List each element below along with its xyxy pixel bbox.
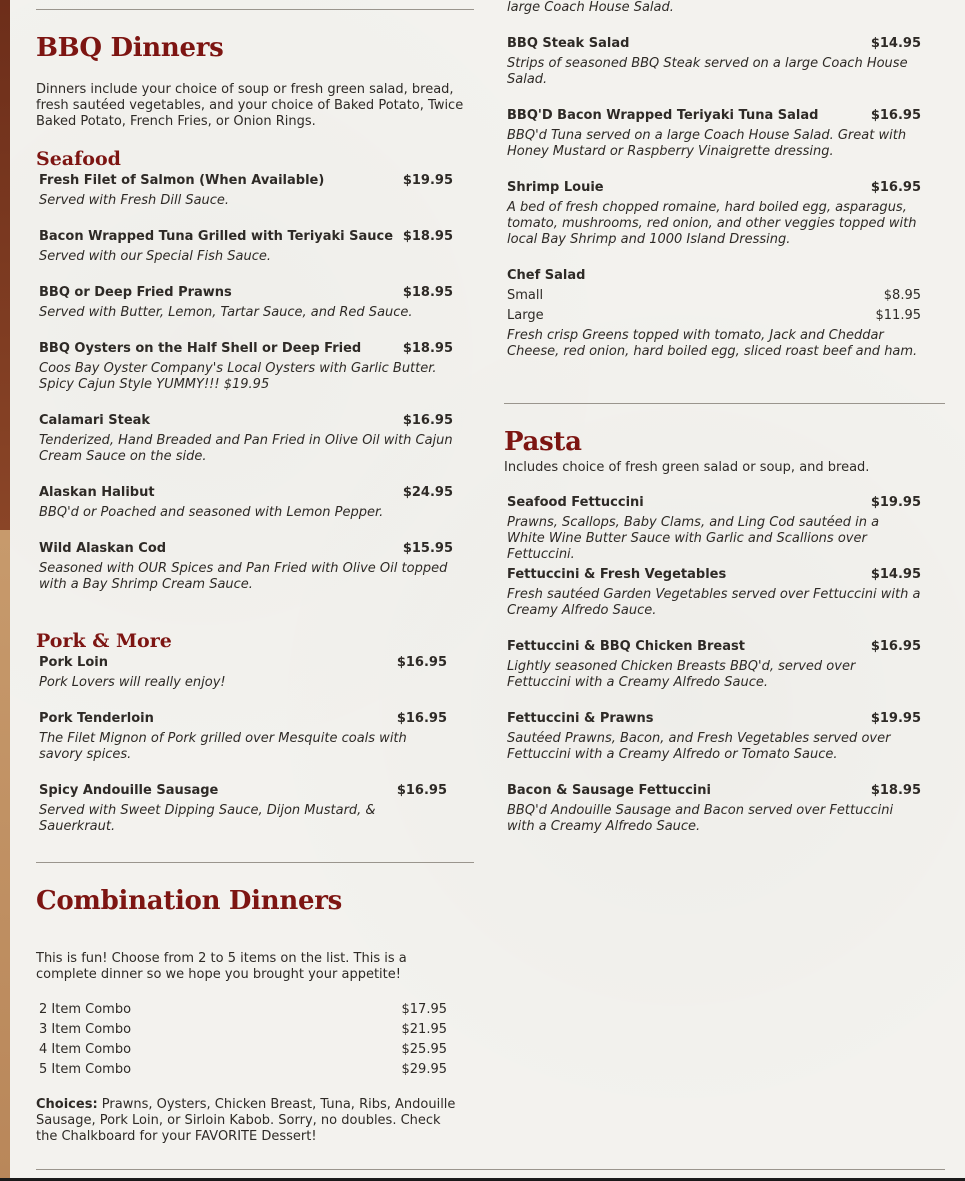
menu-item <box>507 180 921 248</box>
combo-price: $25.95 <box>401 1042 447 1057</box>
combo-choices <box>36 1097 460 1145</box>
item-desc: A bed of fresh chopped romaine, hard boiled egg, asparagus, tomato, mushrooms, red onion, and other veggies topped with local Bay Shrimp and 1000 Island Dressing. <box>507 200 917 247</box>
pork-title: Pork & More <box>36 630 172 652</box>
item-name: Shrimp Louie <box>507 180 604 195</box>
item-name: Bacon Wrapped Tuna Grilled with Teriyaki Sauce <box>39 229 394 244</box>
wood-edge <box>0 0 10 1178</box>
menu-item <box>39 229 453 265</box>
item-desc: Tenderized, Hand Breaded and Pan Fried in Olive Oil with Cajun Cream Sauce on the side. <box>39 433 453 464</box>
combo-name: 2 Item Combo <box>39 1002 132 1017</box>
bbq-intro: Dinners include your choice of soup or fresh green salad, bread, fresh sautéed vegetables, and your choice of Baked Potato, Twice Baked Potato, French Fries, or Onion Rings. <box>36 82 464 129</box>
menu-item <box>39 655 447 691</box>
combo-name: 5 Item Combo <box>39 1062 132 1077</box>
menu-item <box>39 541 453 593</box>
item-name: Pork Loin <box>39 655 108 670</box>
item-price: $16.95 <box>870 639 921 654</box>
item-price: $16.95 <box>870 180 921 195</box>
item-price: $16.95 <box>870 108 921 123</box>
combo-row <box>39 1002 447 1018</box>
menu-item <box>39 173 453 209</box>
item-price: $18.95 <box>402 229 453 244</box>
item-desc: BBQ'd Tuna served on a large Coach House Salad. Great with Honey Mustard or Raspberry Vinaigrette dressing. <box>507 128 907 159</box>
menu-item <box>507 711 921 763</box>
combo-name: 3 Item Combo <box>39 1022 132 1037</box>
item-name: Fettuccini & Prawns <box>507 711 654 726</box>
item-name: BBQ Steak Salad <box>507 36 630 51</box>
item-name: Fresh Filet of Salmon (When Available) <box>39 173 325 188</box>
size-name: Large <box>507 308 544 323</box>
menu-item <box>39 285 453 321</box>
menu-item <box>507 639 921 691</box>
item-price: $15.95 <box>402 541 453 556</box>
item-price: $14.95 <box>870 36 921 51</box>
menu-item-fragment <box>507 0 921 16</box>
size-price: $11.95 <box>875 308 921 323</box>
item-name: Wild Alaskan Cod <box>39 541 167 556</box>
item-desc: Sautéed Prawns, Bacon, and Fresh Vegetables served over Fettuccini with a Creamy Alfredo or Tomato Sauce. <box>507 731 891 762</box>
choices-label: Choices: <box>36 1097 98 1112</box>
item-name: Bacon & Sausage Fettuccini <box>507 783 711 798</box>
item-name: Fettuccini & BBQ Chicken Breast <box>507 639 745 654</box>
chef-salad-size <box>507 308 921 324</box>
item-name: Alaskan Halibut <box>39 485 155 500</box>
item-desc: The Filet Mignon of Pork grilled over Mesquite coals with savory spices. <box>39 731 407 762</box>
item-desc: Seasoned with OUR Spices and Pan Fried with Olive Oil topped with a Bay Shrimp Cream Sauce. <box>39 561 448 592</box>
divider-pasta <box>504 403 945 404</box>
item-name: Fettuccini & Fresh Vegetables <box>507 567 727 582</box>
combo-name: 4 Item Combo <box>39 1042 132 1057</box>
item-name: BBQ'D Bacon Wrapped Teriyaki Tuna Salad <box>507 108 819 123</box>
combo-row <box>39 1062 447 1078</box>
item-desc: BBQ'd Andouille Sausage and Bacon served over Fettuccini with a Creamy Alfredo Sauce. <box>507 803 894 834</box>
item-desc: Fresh crisp Greens topped with tomato, Jack and Cheddar Cheese, red onion, hard boiled egg, sliced roast beef and ham. <box>507 328 918 359</box>
item-desc: Served with Fresh Dill Sauce. <box>39 193 230 208</box>
item-price: $16.95 <box>396 711 447 726</box>
item-desc: Lightly seasoned Chicken Breasts BBQ'd, served over Fettuccini with a Creamy Alfredo Sauce. <box>507 659 856 690</box>
combo-intro: This is fun! Choose from 2 to 5 items on the list. This is a complete dinner so we hope you brought your appetite! <box>36 951 407 982</box>
menu-item <box>39 783 447 835</box>
chef-salad-desc-block <box>507 324 921 360</box>
menu-item <box>507 495 921 563</box>
bbq-dinners-title: BBQ Dinners <box>36 33 224 63</box>
menu-item <box>507 108 921 160</box>
pasta-title: Pasta <box>504 427 582 457</box>
item-price: $19.95 <box>870 711 921 726</box>
item-price: $18.95 <box>870 783 921 798</box>
menu-item <box>507 783 921 835</box>
menu-item <box>39 341 453 393</box>
item-desc: Fresh sautéed Garden Vegetables served over Fettuccini with a Creamy Alfredo Sauce. <box>507 587 921 618</box>
pasta-intro: Includes choice of fresh green salad or soup, and bread. <box>504 460 870 475</box>
item-name: BBQ or Deep Fried Prawns <box>39 285 232 300</box>
divider-combo <box>36 862 474 863</box>
item-desc: Served with Sweet Dipping Sauce, Dijon Mustard, & Sauerkraut. <box>39 803 376 834</box>
combination-dinners-title: Combination Dinners <box>36 886 342 916</box>
item-name: Calamari Steak <box>39 413 151 428</box>
item-desc: BBQ'd or Poached and seasoned with Lemon Pepper. <box>39 505 384 520</box>
item-price: $18.95 <box>402 341 453 356</box>
chef-salad <box>507 268 921 284</box>
item-price: $16.95 <box>396 655 447 670</box>
item-name: BBQ Oysters on the Half Shell or Deep Fried <box>39 341 362 356</box>
combo-price: $17.95 <box>401 1002 447 1017</box>
combo-row <box>39 1022 447 1038</box>
item-price: $16.95 <box>402 413 453 428</box>
item-price: $19.95 <box>870 495 921 510</box>
menu-item <box>39 711 447 763</box>
chef-salad-size <box>507 288 921 304</box>
combo-price: $21.95 <box>401 1022 447 1037</box>
choices-text: Prawns, Oysters, Chicken Breast, Tuna, Ribs, Andouille Sausage, Pork Loin, or Sirloin Kabob. Sorry, no doubles. Check the Chalkboard for your FAVORITE Dessert! <box>36 1097 456 1144</box>
item-price: $16.95 <box>396 783 447 798</box>
item-name: Seafood Fettuccini <box>507 495 644 510</box>
seafood-title: Seafood <box>36 148 121 170</box>
item-price: $14.95 <box>870 567 921 582</box>
divider-bottom <box>36 1169 945 1170</box>
item-desc: large Coach House Salad. <box>507 0 674 15</box>
item-name: Spicy Andouille Sausage <box>39 783 219 798</box>
item-desc: Served with Butter, Lemon, Tartar Sauce, and Red Sauce. <box>39 305 413 320</box>
combo-row <box>39 1042 447 1058</box>
combo-price: $29.95 <box>401 1062 447 1077</box>
menu-item <box>507 36 921 88</box>
menu-item <box>507 567 921 619</box>
item-desc: Strips of seasoned BBQ Steak served on a large Coach House Salad. <box>507 56 908 87</box>
item-desc: Served with our Special Fish Sauce. <box>39 249 271 264</box>
size-name: Small <box>507 288 544 303</box>
item-price: $24.95 <box>402 485 453 500</box>
item-desc: Coos Bay Oyster Company's Local Oysters with Garlic Butter. Spicy Cajun Style YUMMY!!! $19.95 <box>39 361 437 392</box>
menu-item <box>39 485 453 521</box>
item-price: $19.95 <box>402 173 453 188</box>
item-name: Chef Salad <box>507 268 586 283</box>
item-price: $18.95 <box>402 285 453 300</box>
menu-item <box>39 413 453 465</box>
divider-top-left <box>36 9 474 10</box>
item-name: Pork Tenderloin <box>39 711 154 726</box>
item-desc: Prawns, Scallops, Baby Clams, and Ling Cod sautéed in a White Wine Butter Sauce with Garlic and Scallions over Fettuccini. <box>507 515 880 562</box>
size-price: $8.95 <box>883 288 921 303</box>
item-desc: Pork Lovers will really enjoy! <box>39 675 226 690</box>
